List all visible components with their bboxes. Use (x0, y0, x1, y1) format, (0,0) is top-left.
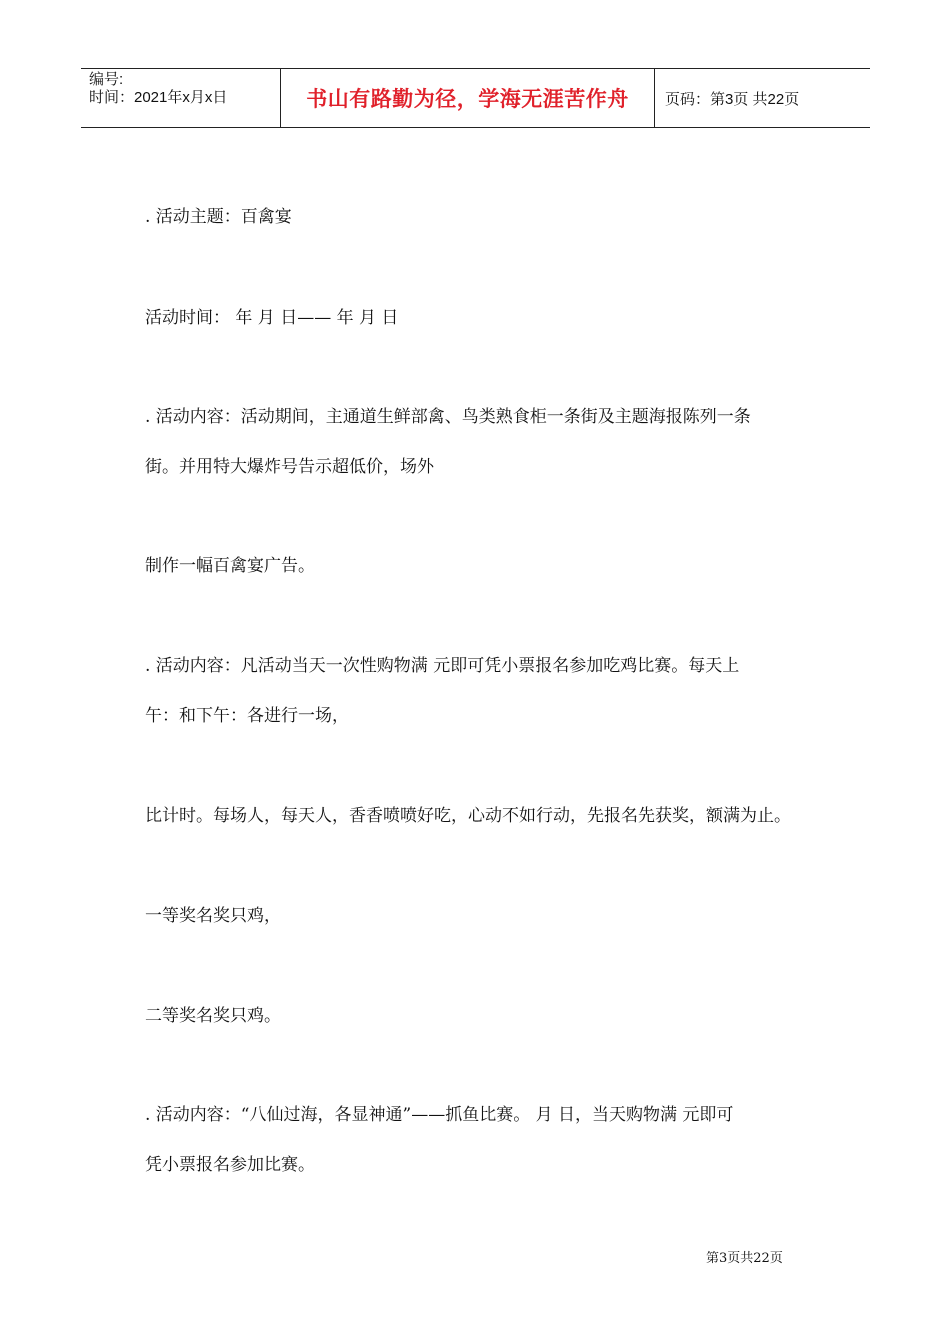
body-line: 二等奖名奖只鸡。 (145, 1006, 281, 1026)
header-number-label: 编号: (89, 71, 124, 88)
header-time-label: 时间：2021年x月x日 (89, 89, 228, 106)
body-line: 一等奖名奖只鸡， (145, 906, 281, 926)
body-line: 午：和下午：各进行一场， (145, 706, 349, 726)
body-line: . 活动主题：百禽宴 (145, 207, 292, 227)
header-page-info: 页码：第3页 共22页 (665, 90, 800, 108)
body-line: 制作一幅百禽宴广告。 (145, 556, 315, 576)
header-motto: 书山有路勤为径，学海无涯苦作舟 (281, 69, 655, 127)
body-line: . 活动内容：凡活动当天一次性购物满 元即可凭小票报名参加吃鸡比赛。每天上 (145, 656, 740, 676)
body-line: 活动时间： 年 月 日—— 年 月 日 (145, 308, 399, 328)
body-line: 凭小票报名参加比赛。 (145, 1155, 315, 1175)
body-line: 比计时。每场人，每天人，香香喷喷好吃，心动不如行动，先报名先获奖，额满为止。 (145, 806, 791, 826)
header-meta (81, 69, 281, 127)
body-line: . 活动内容：活动期间，主通道生鲜部禽、鸟类熟食柜一条街及主题海报陈列一条 (145, 407, 751, 427)
body-line: . 活动内容：“八仙过海，各显神通”——抓鱼比赛。 月 日，当天购物满 元即可 (145, 1105, 734, 1125)
page-footer: 第3页共22页 (706, 1251, 783, 1266)
body-line: 街。并用特大爆炸号告示超低价，场外 (145, 457, 434, 477)
page-header (81, 68, 870, 128)
